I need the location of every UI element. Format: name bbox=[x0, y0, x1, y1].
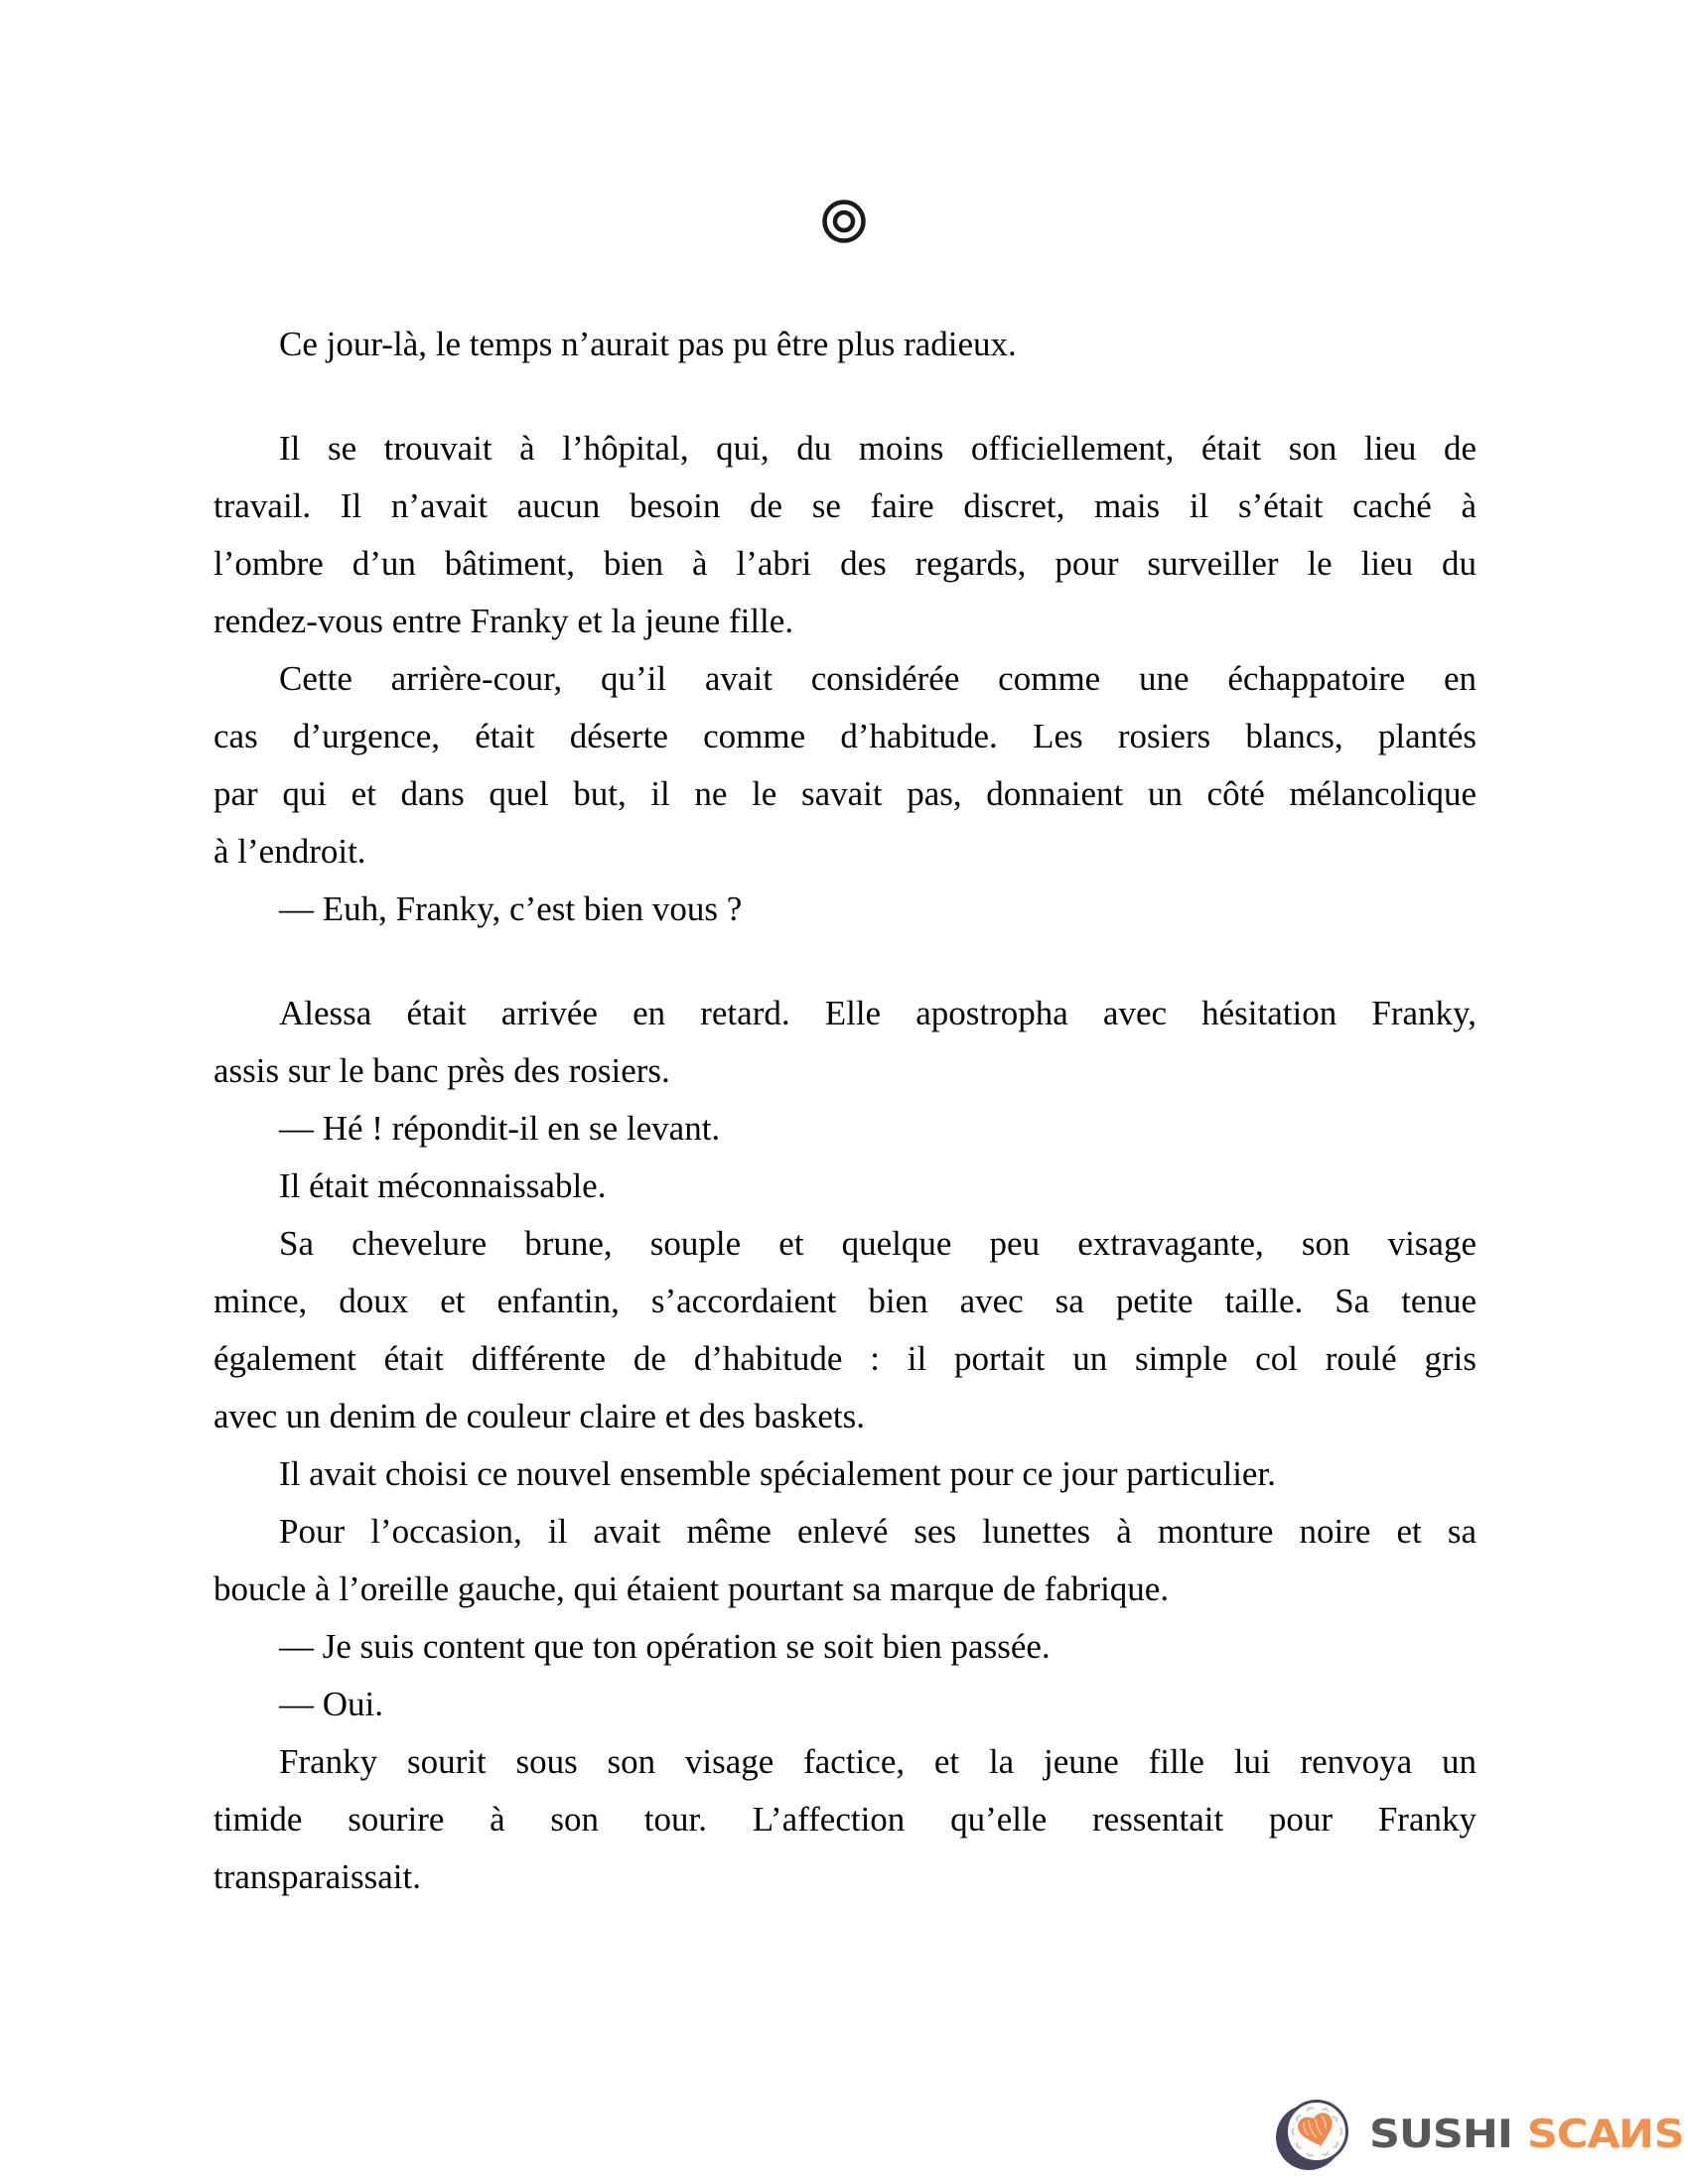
paragraph bbox=[213, 1158, 1477, 1215]
paragraph bbox=[213, 1215, 1477, 1445]
text-line: timide sourire à son tour. L’affection qu’elle ressentait pour Franky bbox=[213, 1800, 1477, 1839]
paragraph bbox=[213, 1100, 1477, 1158]
text-line: Franky sourit sous son visage factice, et la jeune fille lui renvoya un bbox=[279, 1742, 1477, 1781]
text-line: transparaissait. bbox=[213, 1857, 421, 1896]
paragraph bbox=[213, 985, 1477, 1100]
double-circle-icon bbox=[818, 196, 870, 247]
text-line: — Hé ! répondit-il en se levant. bbox=[279, 1109, 721, 1148]
text-line: Pour l’occasion, il avait même enlevé ses lunettes à monture noire et sa bbox=[279, 1512, 1477, 1551]
text-line: Alessa était arrivée en retard. Elle apostropha avec hésitation Franky, bbox=[279, 994, 1477, 1032]
text-line: Cette arrière-cour, qu’il avait considérée comme une échappatoire en bbox=[279, 659, 1477, 698]
paragraph bbox=[213, 1445, 1477, 1503]
sushi-roll-icon bbox=[1272, 2097, 1353, 2172]
text-line: avec un denim de couleur claire et des baskets. bbox=[213, 1397, 865, 1435]
text-line: Il se trouvait à l’hôpital, qui, du moins officiellement, était son lieu de bbox=[279, 429, 1477, 468]
paragraph bbox=[213, 1503, 1477, 1618]
paragraph bbox=[213, 316, 1477, 373]
text-block bbox=[213, 316, 1477, 1906]
text-line: par qui et dans quel but, il ne le savait pas, donnaient un côté mélancolique bbox=[213, 774, 1477, 813]
paragraph bbox=[213, 650, 1477, 881]
paragraph bbox=[213, 1676, 1477, 1733]
sushiscans-logo bbox=[1272, 2097, 1684, 2172]
text-line: Il avait choisi ce nouvel ensemble spécialement pour ce jour particulier. bbox=[279, 1454, 1276, 1493]
text-line: Il était méconnaissable. bbox=[279, 1166, 607, 1205]
logo-scans-post: S bbox=[1653, 2112, 1684, 2157]
logo-word-scans bbox=[1527, 2112, 1684, 2157]
text-line: Ce jour-là, le temps n’aurait pas pu être plus radieux. bbox=[279, 325, 1017, 363]
logo-word-sushi: SUSHI bbox=[1369, 2112, 1512, 2157]
text-line: travail. Il n’avait aucun besoin de se faire discret, mais il s’était caché à bbox=[213, 486, 1477, 525]
text-line: — Je suis content que ton opération se soit bien passée. bbox=[279, 1627, 1051, 1666]
paragraph bbox=[213, 881, 1477, 938]
text-line: Sa chevelure brune, souple et quelque peu extravagante, son visage bbox=[279, 1224, 1477, 1263]
text-line: — Euh, Franky, c’est bien vous ? bbox=[279, 889, 743, 928]
text-line: — Oui. bbox=[279, 1685, 383, 1723]
text-line: mince, doux et enfantin, s’accordaient bien avec sa petite taille. Sa tenue bbox=[213, 1282, 1477, 1320]
text-line: l’ombre d’un bâtiment, bien à l’abri des regards, pour surveiller le lieu du bbox=[213, 544, 1477, 583]
logo-text bbox=[1369, 2112, 1684, 2157]
logo-scans-pre: SCA bbox=[1526, 2112, 1619, 2157]
paragraph bbox=[213, 1733, 1477, 1906]
paragraph bbox=[213, 420, 1477, 650]
text-line: boucle à l’oreille gauche, qui étaient pourtant sa marque de fabrique. bbox=[213, 1570, 1170, 1608]
text-line: assis sur le banc près des rosiers. bbox=[213, 1051, 670, 1090]
text-line: également était différente de d’habitude : il portait un simple col roulé gris bbox=[213, 1339, 1477, 1378]
text-line: rendez-vous entre Franky et la jeune fille. bbox=[213, 602, 794, 640]
section-divider bbox=[0, 196, 1688, 247]
paragraph bbox=[213, 1618, 1477, 1676]
logo-reversed-n-letter: N bbox=[1618, 2112, 1654, 2157]
text-line: cas d’urgence, était déserte comme d’habitude. Les rosiers blancs, plantés bbox=[213, 717, 1477, 755]
text-line: à l’endroit. bbox=[213, 832, 366, 871]
